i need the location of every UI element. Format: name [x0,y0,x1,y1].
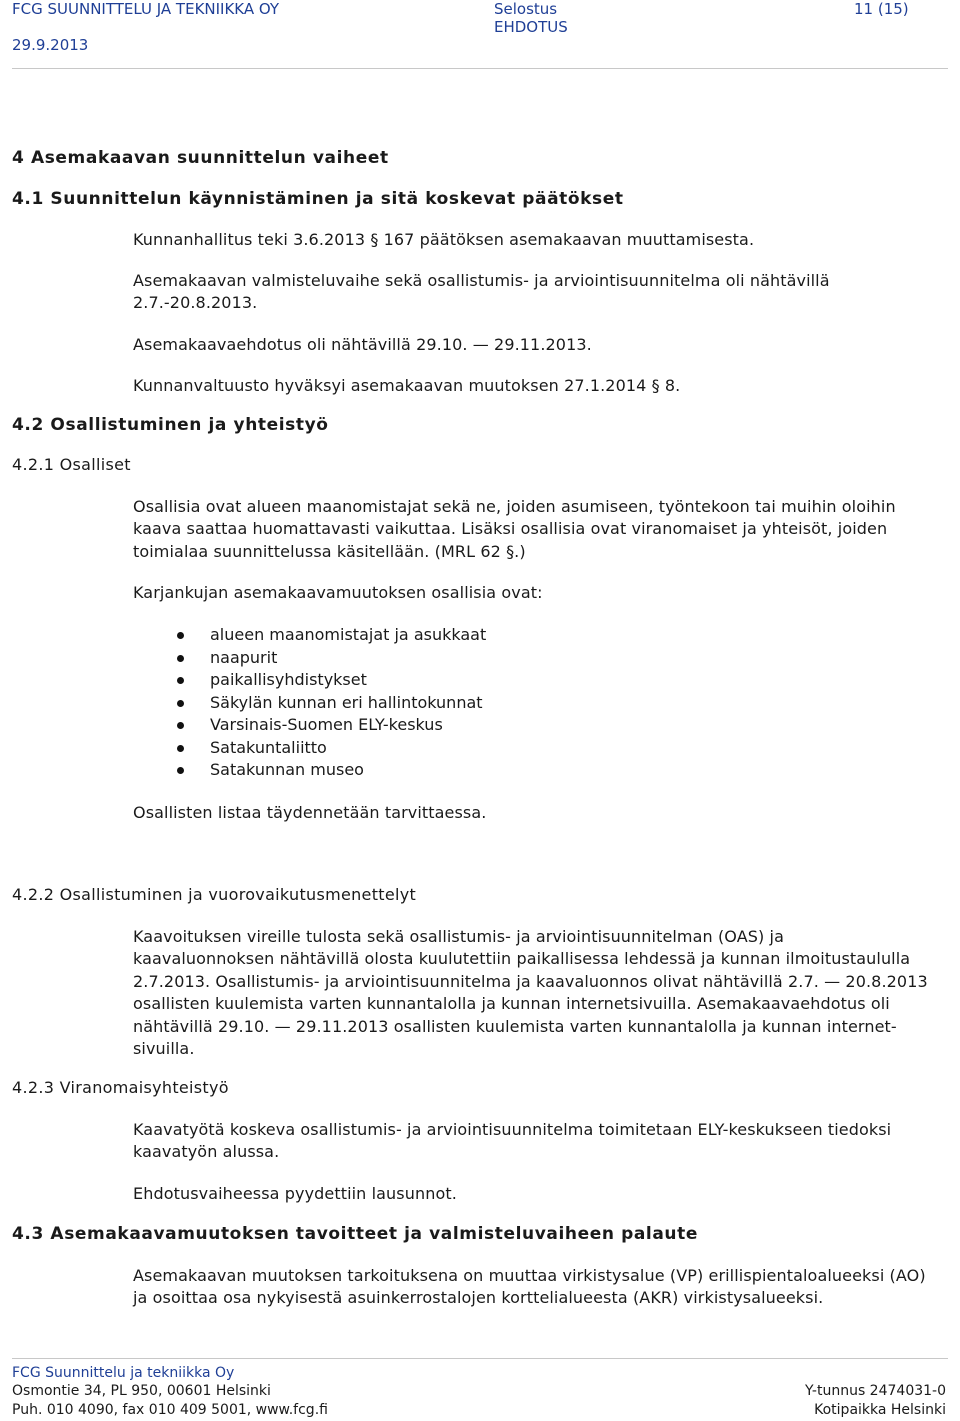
bullet-icon [177,632,184,639]
bullet-icon [177,700,184,707]
s41-item-1: Kunnanhallitus teki 3.6.2013 § 167 päätöksen asemakaavan muuttamisesta. [133,230,755,249]
bullet-icon [177,655,184,662]
section-4-3-heading: 4.3 Asemakaavamuutoksen tavoitteet ja valmisteluvaiheen palaute [12,1224,698,1244]
list-item: Säkylän kunnan eri hallintokunnat [133,692,486,715]
section-4-2-heading: 4.2 Osallistuminen ja yhteistyö [12,415,329,435]
bullet-icon [177,722,184,729]
bullet-icon [177,745,184,752]
list-item: Varsinais-Suomen ELY-keskus [133,714,486,737]
header-date: 29.9.2013 [12,36,89,54]
bullet-icon [177,767,184,774]
list-item: Satakuntaliitto [133,737,486,760]
section-4-heading: 4 Asemakaavan suunnittelun vaiheet [12,148,389,168]
s423-paragraph-2: Ehdotusvaiheessa pyydettiin lausunnot. [133,1184,457,1203]
footer-domicile: Kotipaikka Helsinki [814,1402,946,1418]
list-item: paikallisyhdistykset [133,669,486,692]
footer-contact: Puh. 010 4090, fax 010 409 5001, www.fcg.fi [12,1402,328,1418]
header-rule [12,68,948,69]
s421-paragraph-1: Osallisia ovat alueen maanomistajat sekä ne, joiden asumiseen, työntekoon tai muihin oloihin kaava saattaa huomattavasti vaikuttaa. Lisäksi osallisia ovat viranomaiset ja yhteisöt, joiden toimialaa suunnittelussa käsitellään. (MRL 62 §.) [133,497,896,561]
footer-rule [12,1358,948,1359]
section-4-2-2-heading: 4.2.2 Osallistuminen ja vuorovaikutusmenettelyt [12,885,417,904]
list-item: Satakunnan museo [133,759,486,782]
s41-item-3: Asemakaavaehdotus oli nähtävillä 29.10. — 29.11.2013. [133,335,592,354]
s421-paragraph-2: Karjankujan asemakaavamuutoksen osallisia ovat: [133,583,543,602]
s41-item-4: Kunnanvaltuusto hyväksyi asemakaavan muutoksen 27.1.2014 § 8. [133,376,681,395]
header-page-number: 11 (15) [854,0,909,18]
bullet-icon [177,677,184,684]
s423-paragraph-1: Kaavatyötä koskeva osallistumis- ja arviointisuunnitelma toimitetaan ELY-keskukseen tiedoksi kaavatyön alussa. [133,1120,892,1162]
header-doc-status: EHDOTUS [494,18,568,36]
footer-company: FCG Suunnittelu ja tekniikka Oy [12,1365,235,1381]
footer-address: Osmontie 34, PL 950, 00601 Helsinki [12,1383,271,1399]
list-item: alueen maanomistajat ja asukkaat [133,624,486,647]
s43-paragraph: Asemakaavan muutoksen tarkoituksena on muuttaa virkistysalue (VP) erillispientaloalueeksi (AO) ja osoittaa osa nykyisestä asuinkerrostalojen korttelialueesta (AKR) virkistysalueeksi. [133,1266,926,1308]
list-item: naapurit [133,647,486,670]
s421-paragraph-3: Osallisten listaa täydennetään tarvittaessa. [133,803,487,822]
header-doc-type: Selostus [494,0,558,18]
section-4-2-1-heading: 4.2.1 Osalliset [12,455,131,474]
s41-item-2: Asemakaavan valmisteluvaihe sekä osallistumis- ja arviointisuunnitelma oli nähtävillä 2.7.-20.8.2013. [133,271,830,313]
section-4-1-heading: 4.1 Suunnittelun käynnistäminen ja sitä koskevat päätökset [12,189,624,209]
s422-paragraph: Kaavoituksen vireille tulosta sekä osallistumis- ja arviointisuunnitelman (OAS) ja kaavaluonnoksen nähtävillä olosta kuulutettiin paikallisessa lehdessä ja kunnan ilmoitustaululla 2.7.2013. Osallistumis- ja arviointisuunnitelma ja kaavaluonnos olivat nähtävillä 2.7. — 20.8.2013 osallisten kuulemista varten kunnantalolla ja kunnan internetsivuilla. Asemakaavaehdotus oli nähtävillä 29.10. — 29.11.2013 osallisten kuulemista varten kunnantalolla ja kunnan internet-sivuilla. [133,927,928,1059]
footer-business-id: Y-tunnus 2474031-0 [805,1383,946,1399]
stakeholder-list [133,624,486,782]
section-4-2-3-heading: 4.2.3 Viranomaisyhteistyö [12,1078,229,1097]
header-company: FCG SUUNNITTELU JA TEKNIIKKA OY [12,0,280,18]
